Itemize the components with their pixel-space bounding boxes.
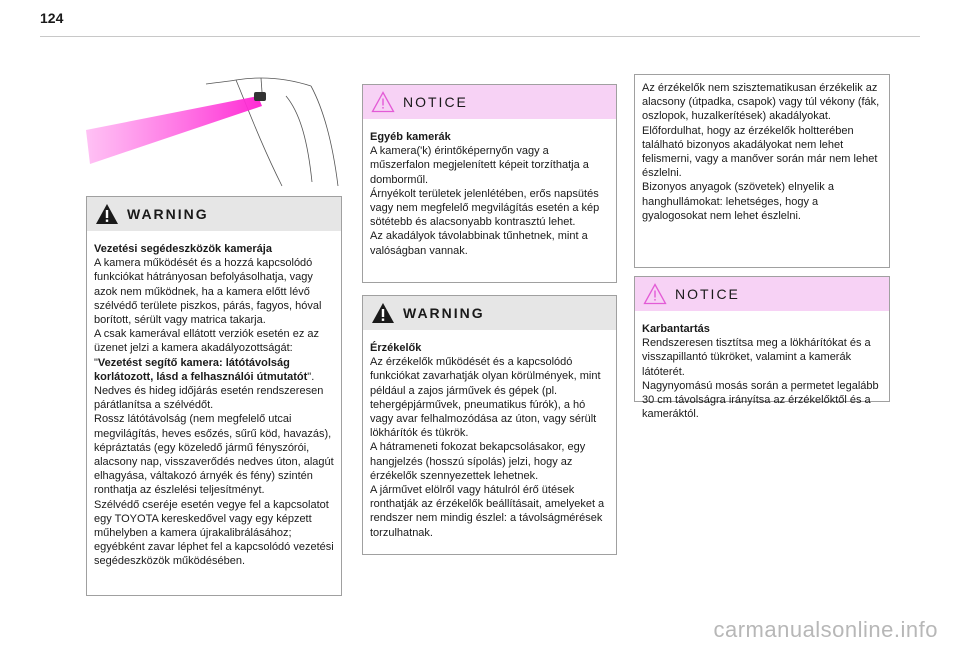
section-subtitle: Karbantartás bbox=[642, 323, 710, 335]
notice-title: NOTICE bbox=[675, 286, 740, 302]
paragraph: Nedves és hideg időjárás esetén rendszeresen párátlanítsa a szélvédőt. bbox=[94, 385, 324, 412]
notice-header bbox=[363, 85, 616, 119]
top-divider bbox=[40, 36, 920, 37]
notice-maintenance-box bbox=[634, 276, 890, 421]
warning-triangle-icon bbox=[371, 302, 395, 324]
section-subtitle: Vezetési segédeszközök kamerája bbox=[94, 243, 272, 255]
camera-beam bbox=[86, 96, 262, 164]
paragraph bbox=[94, 327, 334, 384]
warning-title: WARNING bbox=[403, 305, 485, 321]
paragraph: A kamera működését és a hozzá kapcsolódó funkciókat hátrányosan befolyásolhatja, vagy azok nem működnek, ha a kamera előtt lévő szélvédő területe piszkos, párás, fagyos, hóval borított, sérült vagy matrica takarja. bbox=[94, 257, 322, 327]
section-subtitle: Érzékelők bbox=[370, 342, 422, 354]
warning-sensors-body bbox=[363, 330, 616, 540]
warning-title: WARNING bbox=[127, 206, 209, 222]
paragraph: Nagynyomású mosás során a permetet legalább 30 cm távolságra irányítsa az érzékelőktől és a kameráktól. bbox=[642, 379, 879, 421]
paragraph: Árnyékolt területek jelenlétében, erős napsütés vagy nem megfelelő megvilágítás esetén a kép sötétebb és alacsonyabb kontrasztú lehet. bbox=[370, 187, 600, 229]
paragraph: Bizonyos anyagok (szövetek) elnyelik a hanghullámokat: lehetséges, hogy a gyalogosokat nem lehet észlelni. bbox=[642, 181, 834, 222]
notice-triangle-icon bbox=[643, 283, 667, 305]
info-sensors-body bbox=[635, 75, 889, 223]
paragraph: Szélvédő cseréje esetén vegye fel a kapcsolatot egy TOYOTA kereskedővel vagy egy képzett műhelyben a kamera újrakalibrálásához; egyébként zavar léphet fel a kapcsolódó vezetési segédeszközök működésében. bbox=[94, 498, 334, 568]
warning-sensors-box bbox=[362, 295, 617, 555]
watermark: carmanualsonline.info bbox=[713, 617, 938, 642]
paragraph: Rendszeresen tisztítsa meg a lökhárítókat és a visszapillantó tükröket, valamint a kamerák látóterét. bbox=[642, 337, 871, 378]
paragraph: A járművet elölről vagy hátulról érő ütések ronthatják az érzékelők beállításait, amelyeket a rendszer nem mindig észlel: a távolságmérések torzulhatnak. bbox=[370, 484, 605, 539]
paragraph: Az érzékelők nem szisztematikusan érzékelik az alacsony (útpadka, csapok) vagy túl vékony (fák, oszlopok, huzalkerítések) akadályokat. bbox=[642, 82, 880, 123]
warning-header bbox=[363, 296, 616, 330]
warning-camera-body bbox=[87, 231, 341, 569]
paragraph: Az érzékelők működését és a kapcsolódó funkciókat zavarhatják olyan körülmények, mint például a zajos járművek és gépek (pl. tehergépjárművek, pneumatikus fúrók), a hó vagy avar felhalmozódása az úton, vagy sérült lökhárítók és tükrök. bbox=[370, 356, 601, 440]
paragraph: Rossz látótávolság (nem megfelelő utcai megvilágítás, heves esőzés, sűrű köd, havazás), képráztatás (egy közeledő jármű fényszórói, alacsony nap, visszaverődés nedves úton, alagút elhagyása, váltakozó árnyék és fény) szintén ronthatja az észlelési teljesítményt. bbox=[94, 413, 334, 497]
message-text: Vezetést segítő kamera: látótávolság korlátozott, lásd a felhasználói útmutatót bbox=[94, 356, 308, 383]
warning-triangle-icon bbox=[95, 203, 119, 225]
notice-title: NOTICE bbox=[403, 94, 468, 110]
notice-cameras-body bbox=[363, 119, 616, 258]
text-span: A csak kamerával ellátott verziók esetén ez az üzenet jelzi a kamera akadályozottságát: " bbox=[94, 328, 319, 369]
paragraph: Előfordulhat, hogy az érzékelők holtterében található bizonyos akadályokat nem lehet felismerni, vagy a manőver során már nem lehet észlelni. bbox=[642, 124, 878, 180]
paragraph: Az akadályok távolabbinak tűnhetnek, mint a valóságban vannak. bbox=[370, 230, 588, 257]
notice-header bbox=[635, 277, 889, 311]
info-sensors-box bbox=[634, 74, 890, 268]
paragraph: A kamera('k) érintőképernyőn vagy a műszerfalon megjelenített képeit torzíthatja a domborműl. bbox=[370, 145, 589, 186]
notice-maintenance-body bbox=[635, 311, 889, 421]
text-span: ". bbox=[307, 370, 315, 383]
page-number: 124 bbox=[40, 10, 64, 26]
notice-triangle-icon bbox=[371, 91, 395, 113]
notice-cameras-box bbox=[362, 84, 617, 283]
warning-camera-box bbox=[86, 196, 342, 596]
warning-header bbox=[87, 197, 341, 231]
section-subtitle: Egyéb kamerák bbox=[370, 131, 451, 143]
camera-icon bbox=[254, 92, 266, 101]
paragraph: A hátrameneti fokozat bekapcsolásakor, egy hangjelzés (hosszú sípolás) jelzi, hogy az érzékelők szennyezettek lehetnek. bbox=[370, 441, 586, 482]
windshield-camera-illustration bbox=[86, 74, 342, 188]
